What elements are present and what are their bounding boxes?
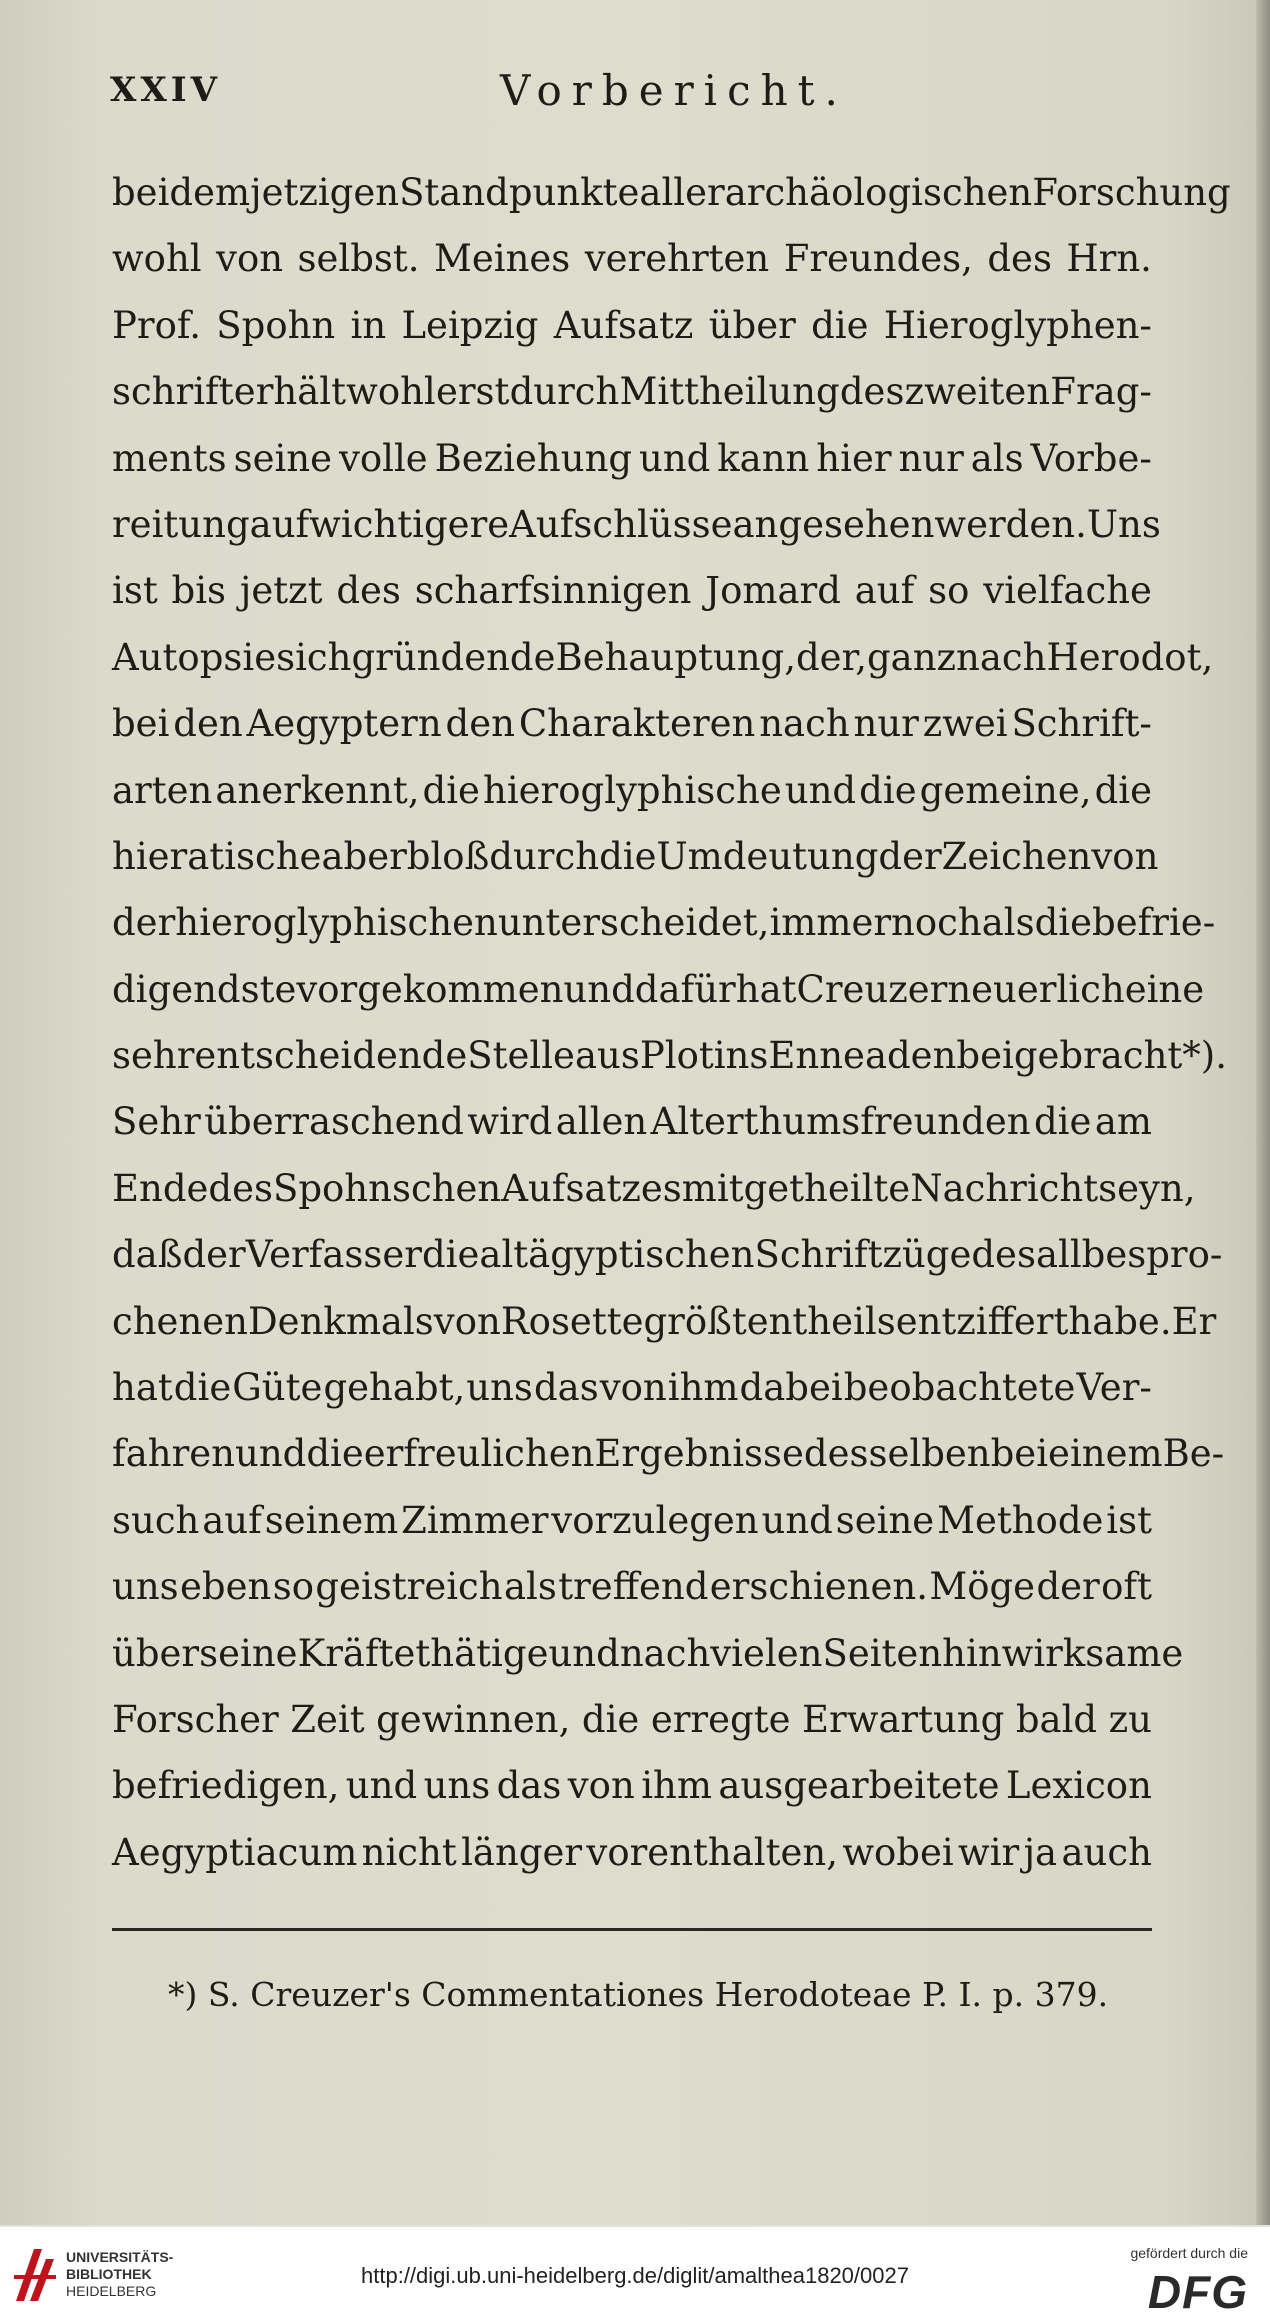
word: das xyxy=(496,1764,562,1808)
word: aber xyxy=(321,834,407,878)
body-text xyxy=(112,160,1231,1886)
word: Erwartung xyxy=(802,1697,1005,1741)
word: immer xyxy=(769,901,892,945)
word: von xyxy=(433,1299,501,1343)
text-line xyxy=(112,160,1231,226)
word: schrift xyxy=(112,370,234,414)
word: Standpunkte xyxy=(399,171,640,214)
word: allen xyxy=(555,1100,648,1144)
word: jetzigen xyxy=(250,171,400,214)
word: über xyxy=(112,1631,200,1675)
word: ihm xyxy=(667,1366,739,1410)
word: Aegyptern xyxy=(246,702,442,746)
word: einem xyxy=(1048,1432,1163,1476)
word: seine xyxy=(835,1498,935,1542)
word: Creuzer xyxy=(796,967,948,1011)
word: und xyxy=(548,1631,620,1675)
word: der, xyxy=(795,635,867,679)
text-line xyxy=(112,1089,1152,1155)
word: Rosette xyxy=(500,1299,644,1343)
text-line xyxy=(112,1023,1227,1089)
text-line xyxy=(112,625,1214,691)
word: Vorbe- xyxy=(1030,436,1152,480)
word: ja xyxy=(1023,1830,1058,1874)
word: vielfache xyxy=(983,569,1152,613)
word: auf xyxy=(854,569,915,613)
text-line xyxy=(112,558,1152,624)
word: erregte xyxy=(650,1697,791,1741)
word: gewinnen, xyxy=(376,1697,571,1741)
word: Forschung xyxy=(1032,171,1231,214)
library-name-line3: HEIDELBERG xyxy=(66,2283,157,2299)
word: hieroglyphischen xyxy=(175,901,498,945)
word: Forscher xyxy=(112,1697,279,1741)
word: wird xyxy=(467,1100,553,1144)
viewer-footer-bar xyxy=(0,2225,1270,2323)
word: Plotins xyxy=(639,1034,769,1078)
word: Umdeutung xyxy=(656,834,879,878)
word: Aufschlüsse xyxy=(509,502,733,546)
word: uns xyxy=(112,1565,179,1609)
word: Hrn. xyxy=(1066,237,1152,281)
running-head: Vorbericht. xyxy=(500,66,848,115)
word: Ergebnisse xyxy=(594,1432,804,1476)
word: des xyxy=(336,569,401,613)
word: entziffert xyxy=(895,1299,1069,1343)
word: die xyxy=(811,303,869,347)
page-number: XXIV xyxy=(110,70,222,110)
word: wobei xyxy=(842,1830,954,1874)
word: die xyxy=(1033,1100,1092,1144)
text-line xyxy=(112,1355,1152,1421)
word: der xyxy=(112,901,176,945)
word: zu xyxy=(1108,1697,1152,1741)
word: nur xyxy=(853,702,919,746)
word: dem xyxy=(169,171,251,214)
word: hier xyxy=(816,436,892,480)
word: Seiten xyxy=(822,1631,943,1675)
word: Alterthumsfreunden xyxy=(650,1100,1031,1144)
word: und xyxy=(563,967,635,1011)
word: hin xyxy=(942,1631,1002,1675)
word: Prof. xyxy=(112,303,201,347)
word: Frag- xyxy=(1050,370,1152,414)
word: Zeit xyxy=(290,1697,365,1741)
library-name-line1: UNIVERSITÄTS- xyxy=(66,2249,174,2265)
word: auf xyxy=(249,502,310,546)
word: des xyxy=(971,1233,1036,1277)
word: wirksame xyxy=(1001,1631,1184,1675)
word: das xyxy=(533,1366,599,1410)
word: Zimmer xyxy=(401,1498,549,1542)
word: und xyxy=(638,436,711,480)
text-line xyxy=(112,492,1161,558)
word: bald xyxy=(1015,1697,1098,1741)
word: Herodot, xyxy=(1046,635,1214,679)
word: mitgetheilte xyxy=(681,1166,911,1210)
word: vielen xyxy=(710,1631,823,1675)
word: entscheidende xyxy=(194,1034,468,1078)
word: werden. xyxy=(934,502,1087,546)
word: ägyptischen xyxy=(528,1233,755,1277)
word: unterscheidet, xyxy=(497,901,770,945)
text-line xyxy=(112,758,1152,824)
word: die xyxy=(1094,768,1152,812)
word: eben xyxy=(180,1565,272,1609)
word: seine xyxy=(199,1631,298,1675)
word: gemeine, xyxy=(919,768,1092,812)
word: sich xyxy=(276,635,352,679)
word: Uns xyxy=(1086,502,1161,546)
word: Verfasser xyxy=(245,1233,422,1277)
word: Lexicon xyxy=(1005,1764,1152,1808)
word: Leipzig xyxy=(401,303,539,347)
word: Jomard xyxy=(705,569,841,613)
word: bloß xyxy=(406,834,490,878)
word: zwei xyxy=(922,702,1008,746)
word: wohl xyxy=(346,370,436,414)
word: die xyxy=(581,1697,640,1741)
word: Zeichen xyxy=(941,834,1092,878)
word: ist xyxy=(112,569,158,613)
word: angesehen xyxy=(732,502,935,546)
word: beobachtete xyxy=(843,1366,1076,1410)
word: am xyxy=(1094,1100,1152,1144)
word: volle xyxy=(338,436,428,480)
word: Möge xyxy=(929,1565,1036,1609)
text-line xyxy=(112,1554,1152,1620)
word: Beziehung xyxy=(434,436,633,480)
word: bei xyxy=(112,171,170,214)
word: aus xyxy=(574,1034,640,1078)
word: verehrten xyxy=(584,237,770,281)
word: vorenthalten, xyxy=(586,1830,838,1874)
text-line xyxy=(112,1222,1223,1288)
text-line xyxy=(112,890,1216,956)
word: alt xyxy=(479,1233,529,1277)
word: die xyxy=(306,1432,364,1476)
text-line xyxy=(112,1621,1184,1687)
text-line xyxy=(112,1687,1152,1753)
word: Spohn xyxy=(216,303,336,347)
word: länger xyxy=(461,1830,583,1874)
word: wohl xyxy=(112,237,202,281)
word: Aegyptiacum xyxy=(112,1830,358,1874)
word: über xyxy=(708,303,796,347)
word: von xyxy=(599,1366,667,1410)
dfg-logo[interactable]: DFG xyxy=(1147,2266,1248,2318)
word: bei xyxy=(990,1432,1049,1476)
text-line xyxy=(112,1156,1196,1222)
word: bis xyxy=(171,569,227,613)
word: Nachricht xyxy=(910,1166,1099,1210)
word: Aufsatz xyxy=(553,303,694,347)
word: durch xyxy=(489,834,600,878)
text-line xyxy=(112,226,1152,292)
word: chenen xyxy=(112,1299,249,1343)
word: Freundes, xyxy=(783,237,973,281)
page-header xyxy=(110,66,1160,120)
word: der xyxy=(1036,1565,1100,1609)
word: digendste xyxy=(112,967,297,1011)
word: seine xyxy=(233,436,333,480)
word: auf xyxy=(202,1498,262,1542)
permalink-url[interactable]: http://digi.ub.uni-heidelberg.de/diglit/amalthea1820/0027 xyxy=(361,2263,909,2288)
word: Ende xyxy=(112,1166,209,1210)
word: daß xyxy=(112,1233,183,1277)
word: Sehr xyxy=(112,1100,201,1144)
word: ments xyxy=(112,436,227,480)
text-line xyxy=(112,1820,1152,1886)
word: als xyxy=(503,1565,557,1609)
word: Güte xyxy=(232,1366,323,1410)
word: bei xyxy=(112,702,170,746)
word: ihm xyxy=(641,1764,712,1808)
word: die xyxy=(173,1366,232,1410)
word: Kräfte xyxy=(297,1631,416,1675)
word: von xyxy=(1091,834,1159,878)
word: Schrift- xyxy=(1011,702,1152,746)
word: als xyxy=(981,901,1035,945)
word: nicht xyxy=(361,1830,457,1874)
footnote-rule xyxy=(112,1928,1152,1931)
word: wichtigere xyxy=(309,502,510,546)
word: von xyxy=(216,237,284,281)
word: selbst. xyxy=(297,237,420,281)
word: geistreich xyxy=(315,1565,503,1609)
word: such xyxy=(112,1498,200,1542)
text-line xyxy=(112,293,1152,359)
word: beigebracht*). xyxy=(956,1034,1227,1078)
word: zweiten xyxy=(904,370,1051,414)
word: sehr xyxy=(112,1034,195,1078)
word: gründende xyxy=(351,635,556,679)
word: dafür xyxy=(634,967,736,1011)
word: des xyxy=(208,1166,273,1210)
word: überraschend xyxy=(204,1100,464,1144)
word: scharfsinnigen xyxy=(414,569,692,613)
word: seyn, xyxy=(1098,1166,1196,1210)
word: erst xyxy=(435,370,510,414)
text-line xyxy=(112,1289,1217,1355)
word: kann xyxy=(717,436,810,480)
word: jetzt xyxy=(239,569,323,613)
word: den xyxy=(173,702,243,746)
page-edge xyxy=(1256,0,1270,2225)
word: vorgekommen xyxy=(296,967,564,1011)
word: desselben xyxy=(803,1432,991,1476)
word: größtentheils xyxy=(643,1299,896,1343)
word: hat xyxy=(112,1366,173,1410)
word: reitung xyxy=(112,502,250,546)
text-line xyxy=(112,426,1152,492)
word: hat xyxy=(735,967,797,1011)
word: die xyxy=(859,768,917,812)
word: eine xyxy=(1124,967,1205,1011)
word: und xyxy=(761,1498,833,1542)
text-line xyxy=(112,359,1152,425)
word: der xyxy=(878,834,942,878)
word: und xyxy=(235,1432,307,1476)
word: hieratische xyxy=(112,834,322,878)
word: den xyxy=(445,702,515,746)
text-line xyxy=(112,824,1159,890)
word: erfreulichen xyxy=(363,1432,595,1476)
word: Enneaden xyxy=(768,1034,957,1078)
word: Methode xyxy=(937,1498,1104,1542)
word: Mittheilung xyxy=(619,370,840,414)
word: wir xyxy=(958,1830,1020,1874)
word: anerkennt, xyxy=(215,768,420,812)
library-name-line2: BIBLIOTHEK xyxy=(66,2266,152,2282)
word: und xyxy=(784,768,857,812)
word: noch xyxy=(891,901,982,945)
word: habe. xyxy=(1068,1299,1172,1343)
word: uns xyxy=(423,1764,491,1808)
word: erhält xyxy=(233,370,346,414)
word: ist xyxy=(1106,1498,1152,1542)
word: durch xyxy=(509,370,620,414)
funded-by-text: gefördert durch die xyxy=(1130,2245,1248,2261)
word: des xyxy=(839,370,905,414)
word: befriedigen, xyxy=(112,1764,340,1808)
footnote: *) S. Creuzer's Commentationes Herodoteae P. I. p. 379. xyxy=(168,1975,1109,2014)
word: Aufsatzes xyxy=(501,1166,682,1210)
word: ganz xyxy=(866,635,957,679)
word: arten xyxy=(112,768,213,812)
word: auch xyxy=(1061,1830,1152,1874)
word: gehabt, xyxy=(323,1366,466,1410)
word: nach xyxy=(759,702,850,746)
word: und xyxy=(345,1764,418,1808)
word: befrie- xyxy=(1092,901,1216,945)
word: Be- xyxy=(1162,1432,1225,1476)
word: thätige xyxy=(415,1631,549,1675)
word: so xyxy=(272,1565,314,1609)
word: die xyxy=(599,834,657,878)
word: Schriftzüge xyxy=(754,1233,972,1277)
word: Ver- xyxy=(1076,1366,1152,1410)
word: aller xyxy=(639,171,725,214)
word: nach xyxy=(619,1631,711,1675)
word: Denkmals xyxy=(248,1299,434,1343)
word: des xyxy=(987,237,1052,281)
word: Behauptung, xyxy=(555,635,796,679)
word: uns xyxy=(466,1366,533,1410)
word: Charakteren xyxy=(518,702,756,746)
word: die xyxy=(422,768,480,812)
word: die xyxy=(421,1233,480,1277)
word: Hieroglyphen- xyxy=(883,303,1152,347)
word: archäologischen xyxy=(724,171,1033,214)
word: fahren xyxy=(112,1432,235,1476)
word: so xyxy=(928,569,970,613)
text-line xyxy=(112,1421,1225,1487)
word: Stelle xyxy=(467,1034,575,1078)
word: oft xyxy=(1101,1565,1152,1609)
word: vorzulegen xyxy=(551,1498,759,1542)
word: allbespro- xyxy=(1035,1233,1223,1277)
word: treffend xyxy=(558,1565,709,1609)
word: dabei xyxy=(739,1366,843,1410)
word: ausgearbeitete xyxy=(718,1764,1000,1808)
word: Meines xyxy=(433,237,571,281)
word: Spohnschen xyxy=(273,1166,502,1210)
word: der xyxy=(182,1233,246,1277)
text-line xyxy=(112,957,1205,1023)
word: in xyxy=(350,303,387,347)
text-line xyxy=(112,691,1152,757)
word: neuerlich xyxy=(947,967,1125,1011)
word: seinem xyxy=(264,1498,399,1542)
word: als xyxy=(970,436,1024,480)
word: Autopsie xyxy=(112,635,277,679)
word: hieroglyphische xyxy=(482,768,782,812)
text-line xyxy=(112,1488,1152,1554)
word: nach xyxy=(956,635,1047,679)
word: von xyxy=(567,1764,635,1808)
word: nur xyxy=(898,436,964,480)
word: erschienen. xyxy=(709,1565,928,1609)
word: Er xyxy=(1171,1299,1217,1343)
text-line xyxy=(112,1753,1152,1819)
word: die xyxy=(1034,901,1093,945)
